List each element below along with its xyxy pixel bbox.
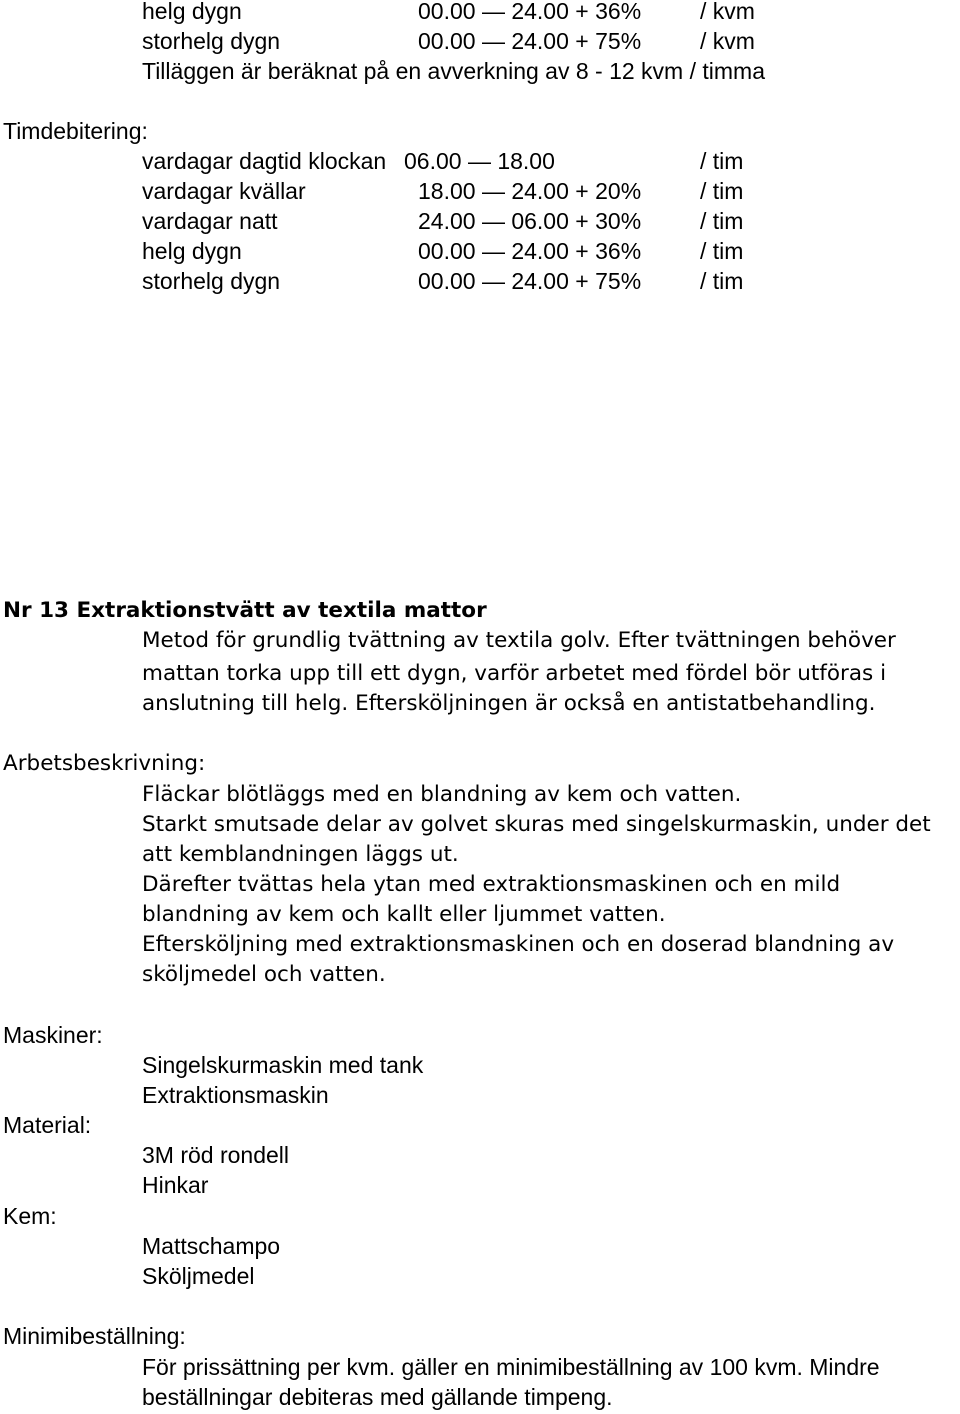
rate-time: 00.00 — 24.00 + 36% — [418, 0, 642, 24]
rate-label: storhelg dygn — [142, 28, 281, 54]
kem-item: Sköljmedel — [142, 1263, 255, 1289]
rate-label: vardagar dagtid klockan — [142, 148, 387, 174]
maskiner-item: Extraktionsmaskin — [142, 1082, 329, 1108]
rate-time: 00.00 — 24.00 + 75% — [418, 28, 642, 54]
description-line: Fläckar blötläggs med en blandning av kem och vatten. — [142, 782, 742, 807]
rate-time: 00.00 — 24.00 + 36% — [418, 238, 642, 264]
material-item: Hinkar — [142, 1172, 209, 1198]
rate-label: vardagar natt — [142, 208, 278, 234]
intro-line: mattan torka upp till ett dygn, varför arbetet med fördel bör utföras i — [142, 661, 887, 686]
rate-unit: / kvm — [700, 0, 755, 24]
rate-unit: / tim — [700, 208, 744, 234]
material-heading: Material: — [3, 1112, 92, 1138]
timdebitering-heading: Timdebitering: — [3, 118, 148, 144]
rate-time: 18.00 — 24.00 + 20% — [418, 178, 642, 204]
rate-unit: / tim — [700, 148, 744, 174]
rate-time: 06.00 — 18.00 — [404, 148, 555, 174]
minimibestallning-heading: Minimibeställning: — [3, 1323, 186, 1349]
description-line: att kemblandningen läggs ut. — [142, 842, 459, 867]
description-line: Starkt smutsade delar av golvet skuras med singelskurmaskin, under det — [142, 812, 931, 837]
maskiner-item: Singelskurmaskin med tank — [142, 1052, 424, 1078]
rate-unit: / kvm — [700, 28, 755, 54]
description-line: sköljmedel och vatten. — [142, 962, 386, 987]
intro-line: anslutning till helg. Eftersköljningen är också en antistatbehandling. — [142, 691, 876, 716]
rate-unit: / tim — [700, 178, 744, 204]
rate-label: helg dygn — [142, 0, 242, 24]
arbetsbeskrivning-heading: Arbetsbeskrivning: — [3, 751, 206, 776]
rate-label: storhelg dygn — [142, 268, 281, 294]
rate-time: 24.00 — 06.00 + 30% — [418, 208, 642, 234]
minimibestallning-line: För prissättning per kvm. gäller en minimibeställning av 100 kvm. Mindre — [142, 1354, 880, 1380]
rate-label: vardagar kvällar — [142, 178, 306, 204]
rate-unit: / tim — [700, 268, 744, 294]
description-line: Eftersköljning med extraktionsmaskinen och en doserad blandning av — [142, 932, 895, 957]
minimibestallning-line: beställningar debiteras med gällande timpeng. — [142, 1384, 613, 1410]
kem-heading: Kem: — [3, 1203, 57, 1229]
maskiner-heading: Maskiner: — [3, 1022, 103, 1048]
rate-time: 00.00 — 24.00 + 75% — [418, 268, 642, 294]
description-line: blandning av kem och kallt eller ljummet vatten. — [142, 902, 666, 927]
rate-label: helg dygn — [142, 238, 242, 264]
kem-item: Mattschampo — [142, 1233, 281, 1259]
material-item: 3M röd rondell — [142, 1142, 290, 1168]
kvm-note: Tilläggen är beräknat på en avverkning av 8 - 12 kvm / timma — [142, 58, 765, 84]
intro-line: Metod för grundlig tvättning av textila golv. Efter tvättningen behöver — [142, 628, 896, 653]
section-title: Nr 13 Extraktionstvätt av textila mattor — [3, 598, 487, 623]
rate-unit: / tim — [700, 238, 744, 264]
description-line: Därefter tvättas hela ytan med extraktionsmaskinen och en mild — [142, 872, 841, 897]
